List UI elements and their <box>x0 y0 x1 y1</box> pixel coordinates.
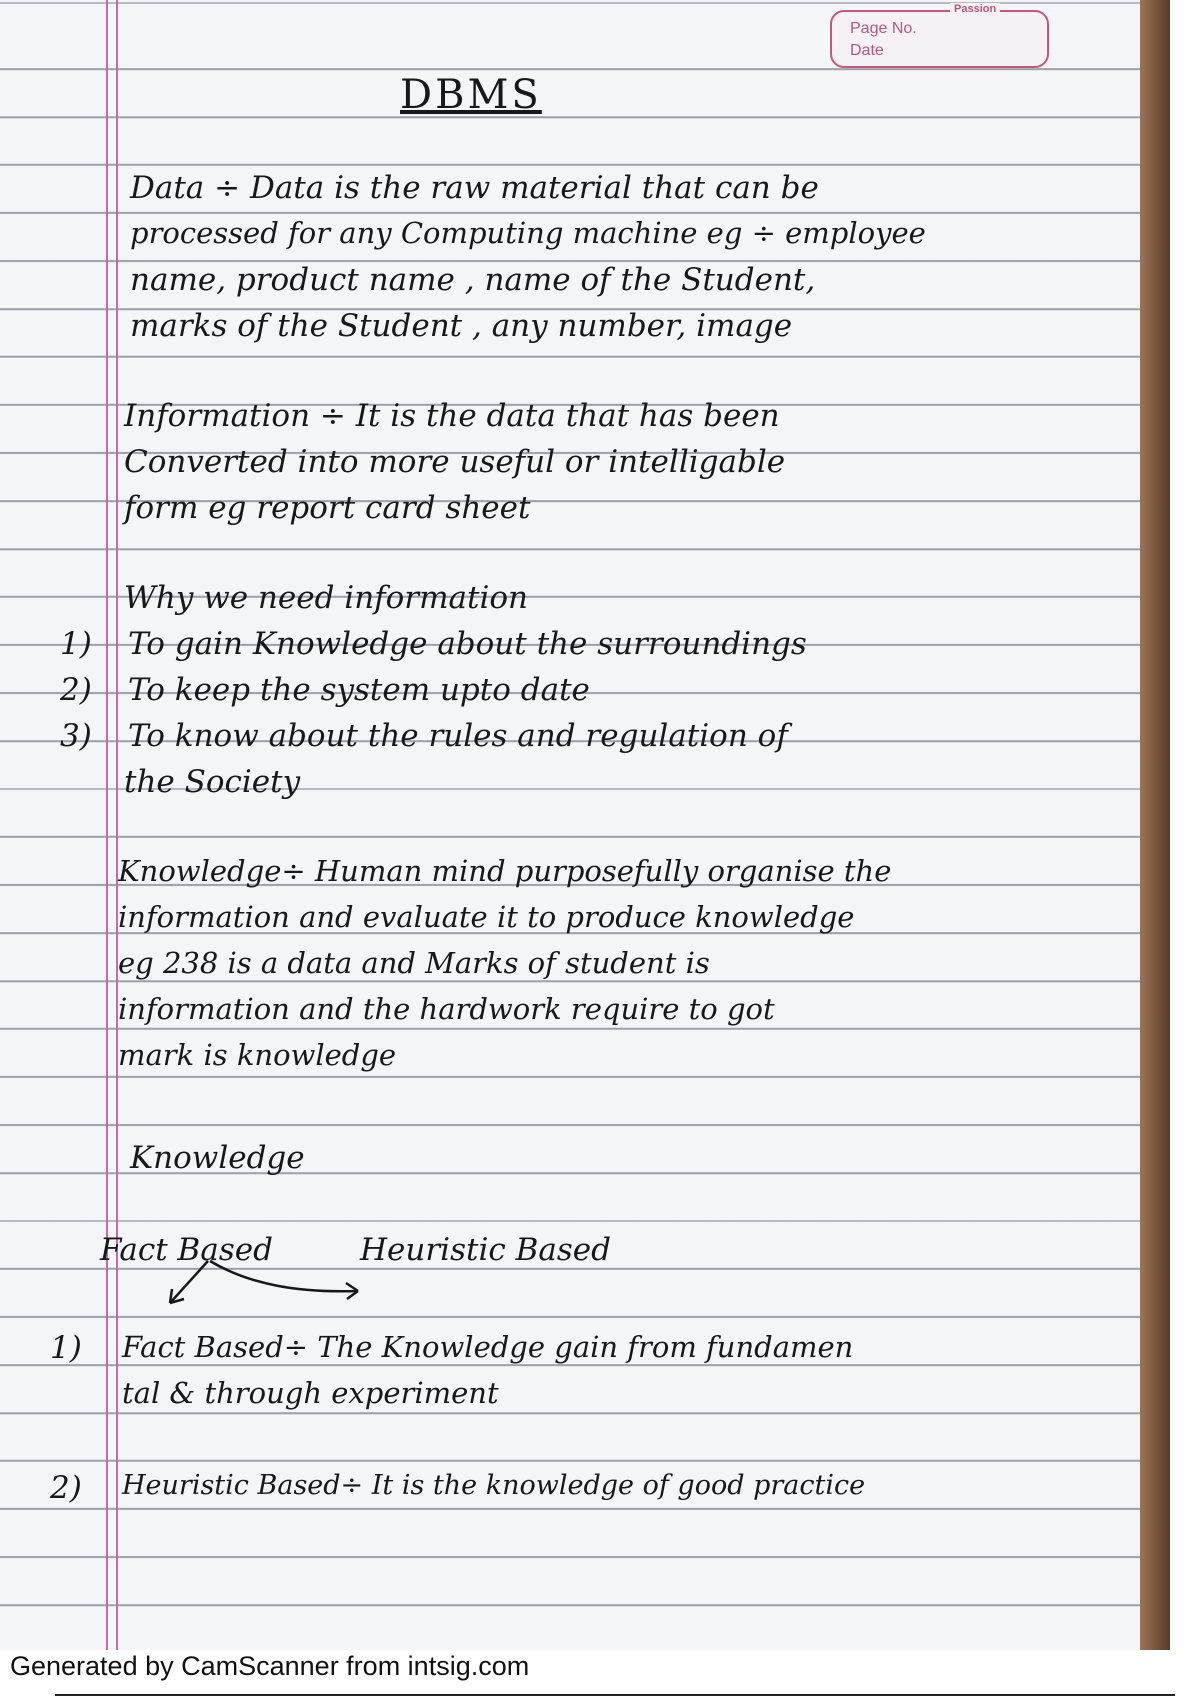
info-def-line: Converted into more useful or intelligable <box>124 444 786 480</box>
knowledge-def-line: eg 238 is a data and Marks of student is <box>118 946 710 980</box>
data-def-line: processed for any Computing machine eg ÷ employee <box>130 216 926 250</box>
camscanner-footer: Generated by CamScanner from intsig.com <box>10 1651 530 1681</box>
data-def-line: Data ÷ Data is the raw material that can be <box>130 170 819 206</box>
why-item: To know about the rules and regulation of <box>128 718 788 754</box>
list-number: 2) <box>50 1470 82 1506</box>
stamp-brand: Passion <box>950 3 1000 15</box>
data-def-line: marks of the Student , any number, image <box>130 308 793 344</box>
footer-divider <box>55 1694 1175 1696</box>
list-number: 1) <box>50 1330 82 1366</box>
tree-root: Knowledge <box>130 1140 305 1176</box>
list-number: 2) <box>60 672 92 708</box>
info-def-line: form eg report card sheet <box>124 490 531 526</box>
knowledge-def-line: Knowledge÷ Human mind purposefully organise the <box>118 854 892 888</box>
page-no-label: Page No. <box>850 20 917 37</box>
date-label: Date <box>850 42 884 59</box>
page-stamp <box>830 3 1049 68</box>
heuristic-line: Heuristic Based÷ It is the knowledge of good practice <box>122 1470 866 1501</box>
why-item: To keep the system upto date <box>128 672 590 708</box>
knowledge-def-line: information and the hardwork require to got <box>118 992 775 1026</box>
notebook-spine <box>1140 0 1170 1650</box>
data-def-line: name, product name , name of the Student, <box>130 262 816 298</box>
knowledge-def-line: information and evaluate it to produce knowledge <box>118 900 855 934</box>
fact-line: tal & through experiment <box>122 1376 499 1410</box>
tree-left: Fact Based <box>100 1232 273 1268</box>
why-item: To gain Knowledge about the surroundings <box>128 626 807 662</box>
info-def-line: Information ÷ It is the data that has been <box>124 398 780 434</box>
why-heading: Why we need information <box>124 580 528 616</box>
why-continuation: the Society <box>124 764 301 800</box>
page-title: DBMS <box>400 72 542 118</box>
knowledge-def-line: mark is knowledge <box>118 1038 397 1072</box>
tree-right: Heuristic Based <box>360 1232 611 1268</box>
list-number: 1) <box>60 626 92 662</box>
margin-line <box>106 0 108 1650</box>
list-number: 3) <box>60 718 92 754</box>
fact-line: Fact Based÷ The Knowledge gain from fundamen <box>122 1330 854 1364</box>
margin-line <box>116 0 118 1650</box>
